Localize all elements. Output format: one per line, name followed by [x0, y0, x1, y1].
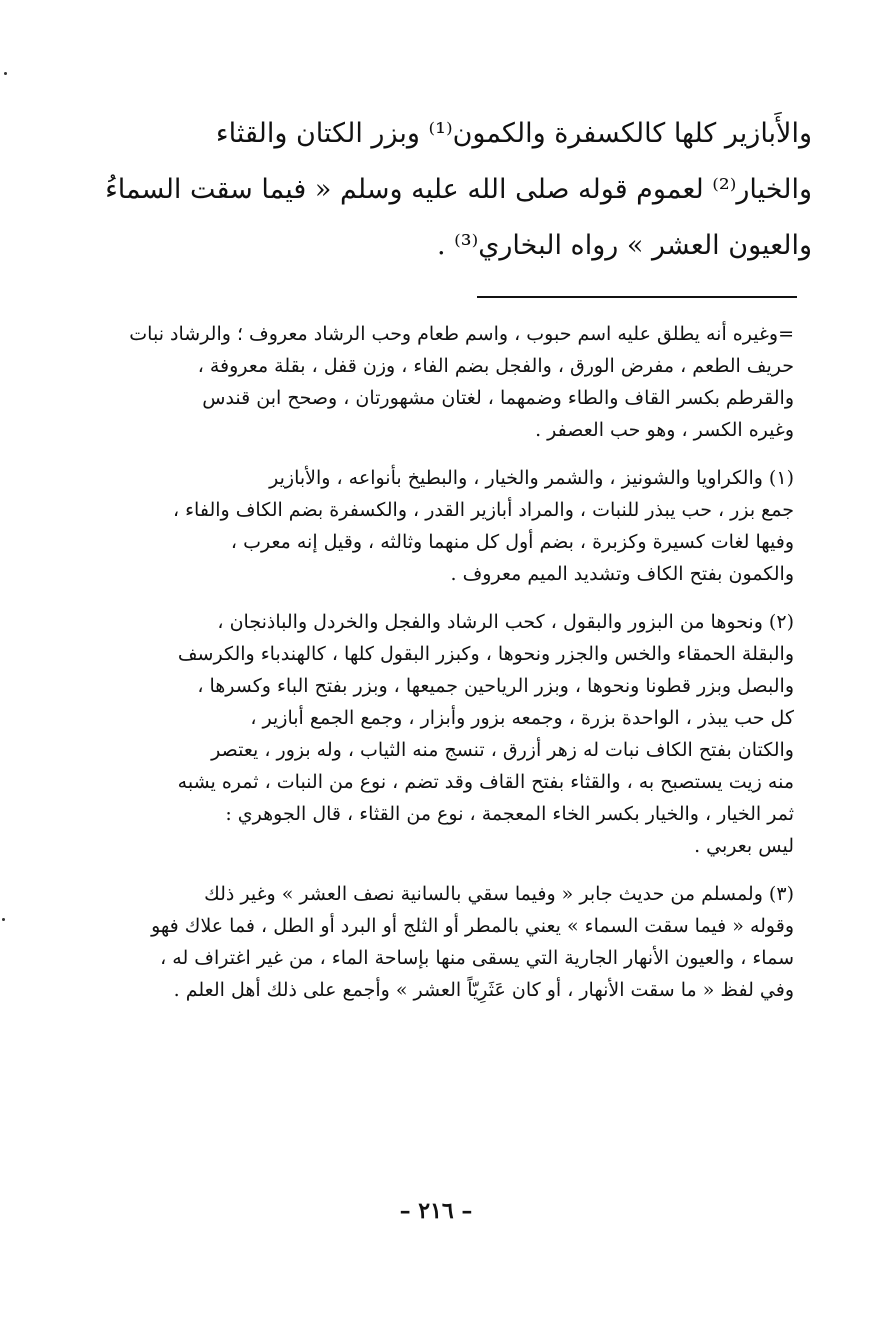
- footnote-line: منه زيت يستصبح به ، والقثاء بفتح القاف وقد تضم ، نوع من النبات ، ثمره يشبه: [177, 771, 794, 793]
- main-text-line: والعيون العشر » رواه البخاري⁽³⁾ .: [437, 230, 812, 261]
- footnotes-section: [68, 318, 794, 1022]
- footnote-line: (١) والكراويا والشونيز ، والشمر والخيار ، والبطيخ بأنواعه ، والأبازير: [269, 467, 794, 489]
- footnote-line: ثمر الخيار ، والخيار بكسر الخاء المعجمة ، نوع من القثاء ، قال الجوهري :: [225, 803, 794, 825]
- footnote-line: والكمون بفتح الكاف وتشديد الميم معروف .: [450, 563, 794, 585]
- scan-speck: [2, 918, 5, 921]
- footnote-separator-rule: [477, 296, 797, 298]
- footnote-line: والقرطم بكسر القاف والطاء وضمهما ، لغتان مشهورتان ، وصحح ابن قندس: [202, 387, 794, 409]
- page-number: – ٢١٦ –: [399, 1198, 473, 1224]
- footnote-line: والكتان بفتح الكاف نبات له زهر أزرق ، تنسج منه الثياب ، وله بزور ، يعتصر: [211, 739, 794, 761]
- footnote-3: [68, 878, 794, 1006]
- footnote-line: (٢) ونحوها من البزور والبقول ، كحب الرشاد والفجل والخردل والباذنجان ،: [217, 611, 794, 633]
- scan-speck: [4, 72, 7, 75]
- footnote-line: ليس بعربي .: [694, 835, 794, 857]
- footnote-line: حريف الطعم ، مفرض الورق ، والفجل بضم الفاء ، وزن قفل ، بقلة معروفة ،: [197, 355, 794, 377]
- footnote-line: والبقلة الحمقاء والخس والجزر ونحوها ، وكبزر البقول كلها ، كالهندباء والكرسف: [177, 643, 794, 665]
- footnote-line: جمع بزر ، حب يبذر للنبات ، والمراد أبازير القدر ، والكسفرة بضم الكاف والفاء ،: [172, 499, 794, 521]
- footnote-line: والبصل وبزر قطونا ونحوها ، وبزر الرياحين جميعها ، وبزر بفتح الباء وكسرها ،: [197, 675, 794, 697]
- main-text-line: والأَبازير كلها كالكسفرة والكمون⁽¹⁾ وبزر الكتان والقثاء: [215, 118, 812, 149]
- footnote-line: =وغيره أنه يطلق عليه اسم حبوب ، واسم طعام وحب الرشاد معروف ؛ والرشاد نبات: [129, 323, 794, 345]
- footnote-line: وقوله « فيما سقت السماء » يعني بالمطر أو الثلج أو البرد أو الطل ، فما علاك فهو: [151, 915, 794, 937]
- main-text-body: [80, 106, 812, 274]
- footnote-line: سماء ، والعيون الأنهار الجارية التي يسقى منها بإساحة الماء ، من غير اغتراف له ،: [160, 947, 794, 969]
- footnote-line: وفي لفظ « ما سقت الأنهار ، أو كان عَثَرِيّاً العشر » وأجمع على ذلك أهل العلم .: [173, 979, 794, 1001]
- footnote-line: وغيره الكسر ، وهو حب العصفر .: [535, 419, 794, 441]
- footnote-2: [68, 606, 794, 862]
- footnote-line: (٣) ولمسلم من حديث جابر « وفيما سقي بالسانية نصف العشر » وغير ذلك: [204, 883, 794, 905]
- footnote-line: كل حب يبذر ، الواحدة بزرة ، وجمعه بزور وأبزار ، وجمع الجمع أبازير ،: [250, 707, 794, 729]
- footnote-1: [68, 462, 794, 590]
- main-text-line: والخيار⁽²⁾ لعموم قوله صلى الله عليه وسلم « فيما سقت السماءُ: [105, 174, 812, 205]
- footnote-line: وفيها لغات كسيرة وكزبرة ، بضم أول كل منهما وثالثه ، وقيل إنه معرب ،: [230, 531, 794, 553]
- footnote-continuation: [68, 318, 794, 446]
